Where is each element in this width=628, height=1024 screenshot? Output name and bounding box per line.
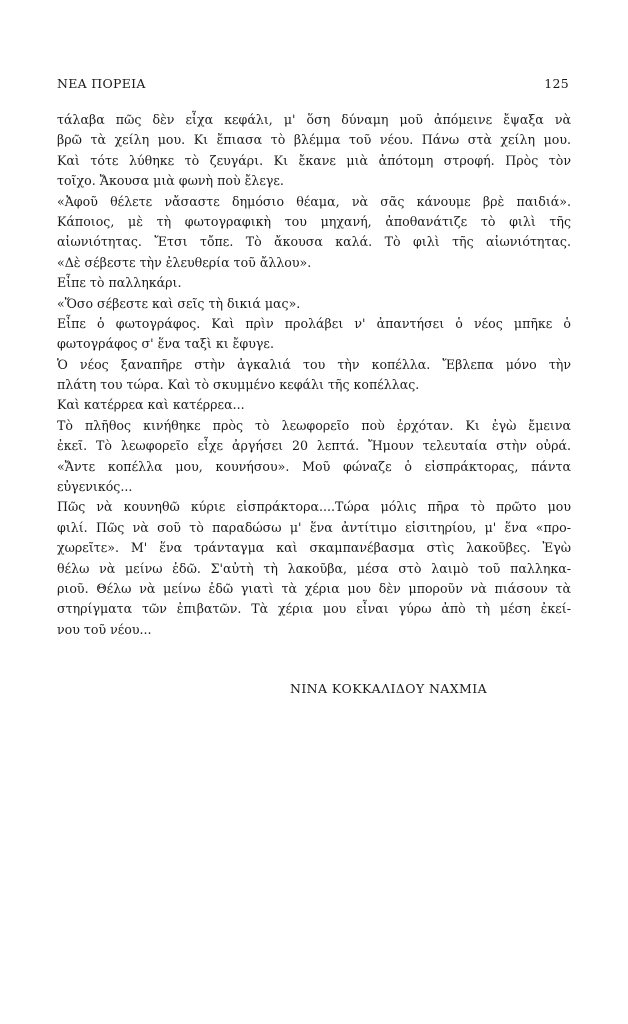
text-line: Πῶς νὰ κουνηθῶ κύριε εἰσπράκτορα....Τώρα μόλις πῆρα τὸ πρῶτο μου (57, 499, 571, 515)
text-line: φιλί. Πῶς νὰ σοῦ τὸ παραδώσω μ' ἕνα ἀντίτιμο εἰσιτηρίου, μ' ἕνα «προ- (57, 519, 571, 535)
text-line: Ὁ νέος ξαναπῆρε στὴν ἀγκαλιά του τὴν κοπέλλα. Ἔβλεπα μόνο τὴν (57, 356, 571, 372)
text-line: βρῶ τὰ χείλη μου. Κι ἔπιασα τὸ βλέμμα τοῦ νέου. Πάνω στὰ χείλη μου. (57, 132, 571, 148)
text-line: «Ἄντε κοπέλλα μου, κουνήσου». Μοῦ φώναζε ὁ εἰσπράκτορας, πάντα (57, 458, 571, 474)
text-line: αἰωνιότητας. Ἔτσι τὄπε. Τὸ ἄκουσα καλά. Τὸ φιλὶ τῆς αἰωνιότητας. (57, 234, 571, 250)
journal-title: ΝΕΑ ΠΟΡΕΙΑ (57, 76, 146, 91)
text-line: Καὶ τότε λύθηκε τὸ ζευγάρι. Κι ἔκανε μιὰ ἀπότομη στροφή. Πρὸς τὸν (57, 152, 571, 168)
page-number: 125 (544, 76, 569, 91)
running-head (57, 76, 569, 94)
text-line: πλάτη του τώρα. Καὶ τὸ σκυμμένο κεφάλι τῆς κοπέλλας. (57, 377, 420, 393)
text-line: εὐγενικός... (57, 479, 133, 495)
text-line: Καὶ κατέρρεα καὶ κατέρρεα... (57, 397, 245, 413)
text-line: ἐκεῖ. Τὸ λεωφορεῖο εἶχε ἀργήσει 20 λεπτά. Ἤμουν τελευταία στὴν οὐρά. (57, 438, 571, 454)
text-line: τοῖχο. Ἄκουσα μιὰ φωνὴ ποὺ ἔλεγε. (57, 173, 284, 189)
text-line: νου τοῦ νέου... (57, 621, 152, 637)
text-line: Τὸ πλῆθος κινήθηκε πρὸς τὸ λεωφορεῖο ποὺ ἐρχόταν. Κι ἐγὼ ἔμεινα (57, 417, 571, 433)
text-line: τάλαβα πῶς δὲν εἶχα κεφάλι, μ' ὅση δύναμη μοῦ ἀπόμεινε ἔψαξα νὰ (57, 112, 571, 127)
text-line: «Ἀφοῦ θέλετε νἄσαστε δημόσιο θέαμα, νὰ σᾶς κάνουμε βρὲ παιδιά». (57, 193, 571, 209)
text-line: «Δὲ σέβεστε τὴν ἐλευθερία τοῦ ἄλλου». (57, 254, 312, 270)
text-line: στηρίγματα τῶν ἐπιβατῶν. Τὰ χέρια μου εἶναι γύρω ἀπὸ τὴ μέση ἐκεί- (57, 601, 571, 617)
text-line: Εἶπε ὁ φωτογράφος. Καὶ πρὶν προλάβει ν' ἀπαντήσει ὁ νέος μπῆκε ὁ (57, 315, 571, 331)
text-line: «Ὅσο σέβεστε καὶ σεῖς τὴ δικιά μας». (57, 295, 301, 311)
author-signature: ΝΙΝΑ ΚΟΚΚΑΛΙΔΟΥ ΝΑΧΜΙΑ (290, 681, 487, 696)
text-line: χωρεῖτε». Μ' ἕνα τράνταγμα καὶ σκαμπανέβασμα στὶς λακοῦβες. Ἐγὼ (57, 540, 571, 556)
text-line: Κάποιος, μὲ τὴ φωτογραφικὴ του μηχανή, ἀποθανάτιζε τὸ φιλὶ τῆς (57, 213, 571, 229)
text-line: Εἶπε τὸ παλληκάρι. (57, 275, 182, 291)
story-text (57, 110, 571, 640)
text-line: θέλω νὰ μείνω ἐδῶ. Σ'αὐτὴ τὴ λακοῦβα, μέσα στὸ λαιμὸ τοῦ παλληκα- (57, 560, 571, 576)
text-line: φωτογράφος σ' ἕνα ταξὶ κι ἔφυγε. (57, 336, 274, 352)
text-line: ριοῦ. Θέλω νὰ μείνω ἐδῶ γιατὶ τὰ χέρια μου δὲν μποροῦν νὰ πιάσουν τὰ (57, 580, 571, 596)
